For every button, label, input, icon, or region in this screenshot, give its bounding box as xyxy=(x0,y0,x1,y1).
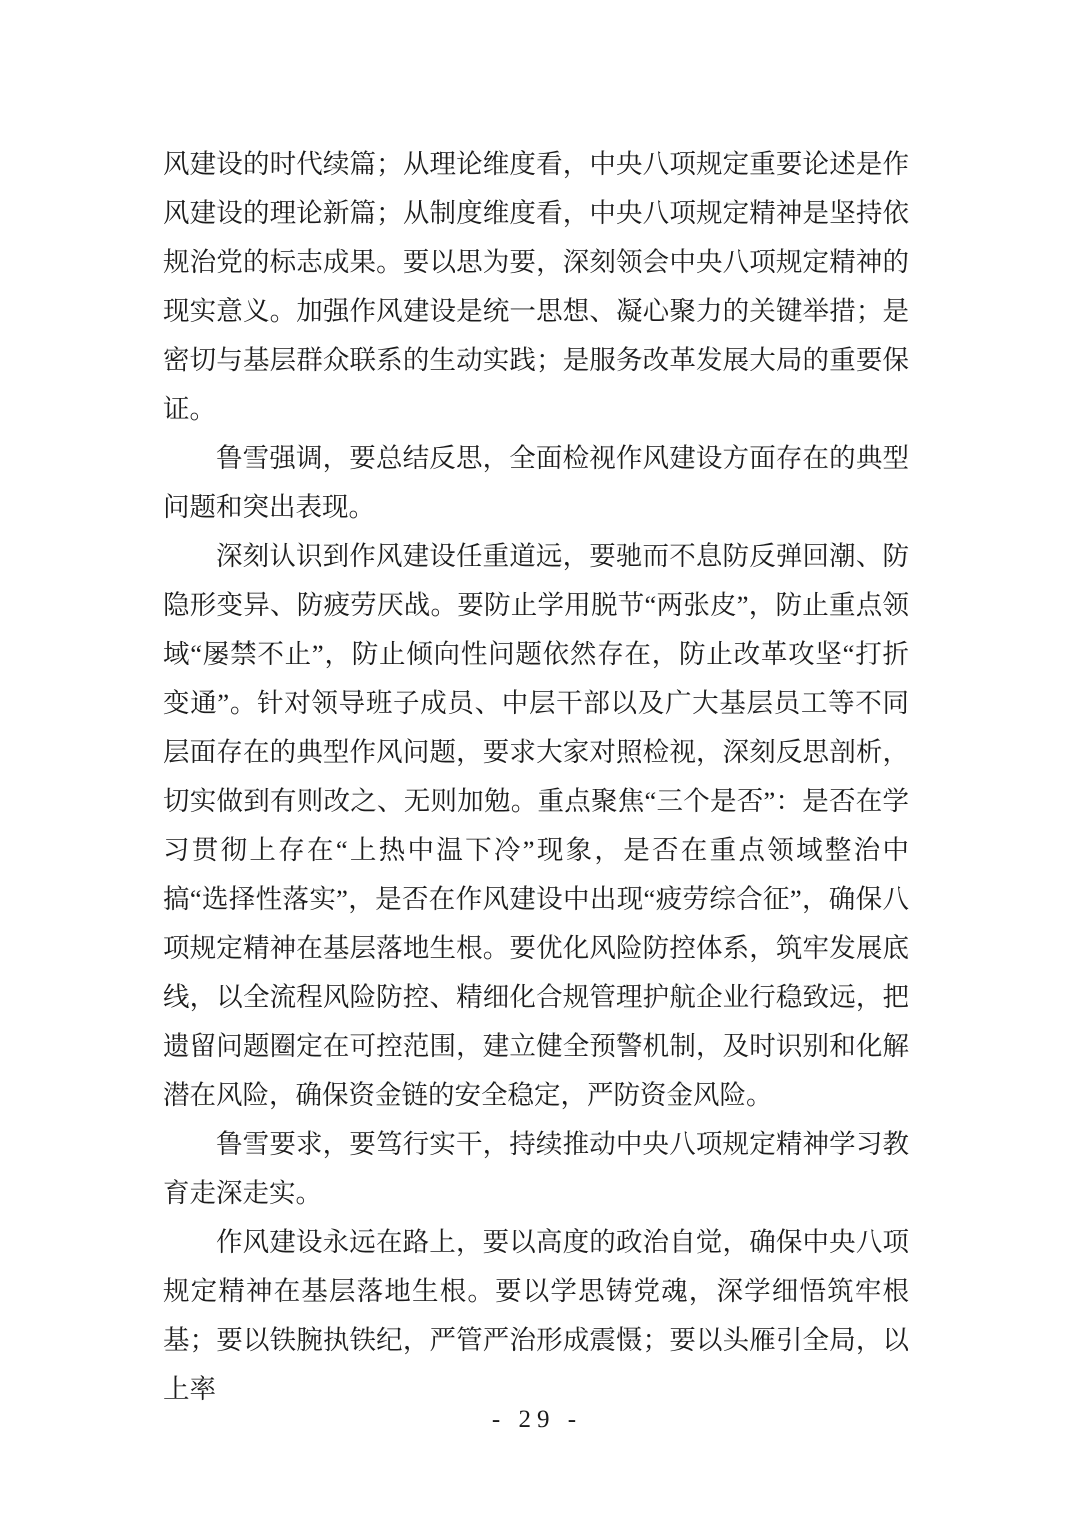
body-paragraph-3: 深刻认识到作风建设任重道远，要驰而不息防反弹回潮、防隐形变异、防疲劳厌战。要防止学用脱节“两张皮”，防止重点领域“屡禁不止”，防止倾向性问题依然存在，防止改革攻坚“打折变通”。针对领导班子成员、中层干部以及广大基层员工等不同层面存在的典型作风问题，要求大家对照检视，深刻反思剖析，切实做到有则改之、无则加勉。重点聚焦“三个是否”：是否在学习贯彻上存在“上热中温下冷”现象，是否在重点领域整治中搞“选择性落实”，是否在作风建设中出现“疲劳综合征”，确保八项规定精神在基层落地生根。要优化风险防控体系，筑牢发展底线，以全流程风险防控、精细化合规管理护航企业行稳致远，把遗留问题圈定在可控范围，建立健全预警机制，及时识别和化解潜在风险，确保资金链的安全稳定，严防资金风险。 xyxy=(163,541,909,1110)
page-number: - 29 - xyxy=(491,1406,583,1433)
body-paragraph-2: 鲁雪强调，要总结反思，全面检视作风建设方面存在的典型问题和突出表现。 xyxy=(163,443,909,522)
body-paragraph-5: 作风建设永远在路上，要以高度的政治自觉，确保中央八项规定精神在基层落地生根。要以学思铸党魂，深学细悟筑牢根基；要以铁腕执铁纪，严管严治形成震慑；要以头雁引全局，以上率 xyxy=(163,1227,909,1404)
document-body xyxy=(163,140,909,1414)
body-paragraph-1: 风建设的时代续篇；从理论维度看，中央八项规定重要论述是作风建设的理论新篇；从制度维度看，中央八项规定精神是坚持依规治党的标志成果。要以思为要，深刻领会中央八项规定精神的现实意义。加强作风建设是统一思想、凝心聚力的关键举措；是密切与基层群众联系的生动实践；是服务改革发展大局的重要保证。 xyxy=(163,149,909,424)
body-paragraph-4: 鲁雪要求，要笃行实干，持续推动中央八项规定精神学习教育走深走实。 xyxy=(163,1129,909,1208)
